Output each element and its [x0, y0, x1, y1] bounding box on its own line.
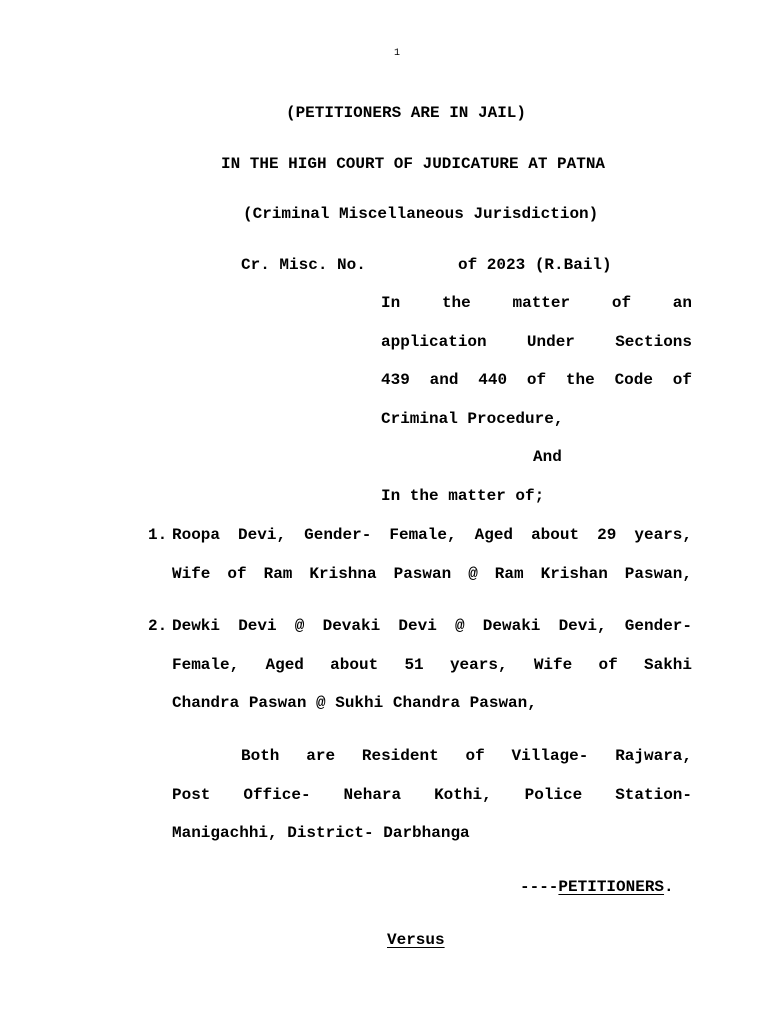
matter-line-2: application Under Sections — [381, 333, 692, 351]
matter-line-3: 439 and 440 of the Code of — [381, 371, 692, 389]
matter-line-1: In the matter of an — [381, 294, 692, 312]
petitioner-1-number: 1. — [148, 526, 168, 544]
residence-line-2: Post Office- Nehara Kothi, Police Station- — [172, 786, 692, 804]
petitioner-2-line-2: Female, Aged about 51 years, Wife of Sakhi — [172, 656, 692, 674]
case-number-suffix: of 2023 (R.Bail) — [458, 256, 612, 274]
case-number-prefix: Cr. Misc. No. — [241, 256, 366, 274]
residence-line-1: Both are Resident of Village- Rajwara, — [241, 747, 692, 765]
jail-note: (PETITIONERS ARE IN JAIL) — [285, 104, 527, 122]
petitioners-label-end: . — [664, 878, 674, 896]
petitioner-2-number: 2. — [148, 617, 168, 635]
matter-line-4: Criminal Procedure, — [381, 410, 564, 428]
jurisdiction: (Criminal Miscellaneous Jurisdiction) — [243, 205, 599, 223]
petitioners-label-dashes: ---- — [520, 878, 559, 896]
petitioner-2-line-1: Dewki Devi @ Devaki Devi @ Dewaki Devi, Gender- — [172, 617, 692, 635]
petitioner-1-line-2: Wife of Ram Krishna Paswan @ Ram Krishan Paswan, — [172, 565, 692, 583]
and-word: And — [533, 448, 562, 466]
petitioners-label — [520, 877, 674, 897]
residence-line-3: Manigachhi, District- Darbhanga — [172, 824, 470, 842]
versus-heading: Versus — [387, 931, 445, 949]
page-number: 1 — [394, 48, 401, 59]
petitioner-1-line-1: Roopa Devi, Gender- Female, Aged about 29 years, — [172, 526, 692, 544]
in-the-matter-of: In the matter of; — [381, 487, 545, 505]
court-title: IN THE HIGH COURT OF JUDICATURE AT PATNA — [220, 155, 606, 173]
petitioners-label-text: PETITIONERS — [558, 878, 665, 896]
petitioner-2-line-3: Chandra Paswan @ Sukhi Chandra Paswan, — [172, 694, 537, 712]
